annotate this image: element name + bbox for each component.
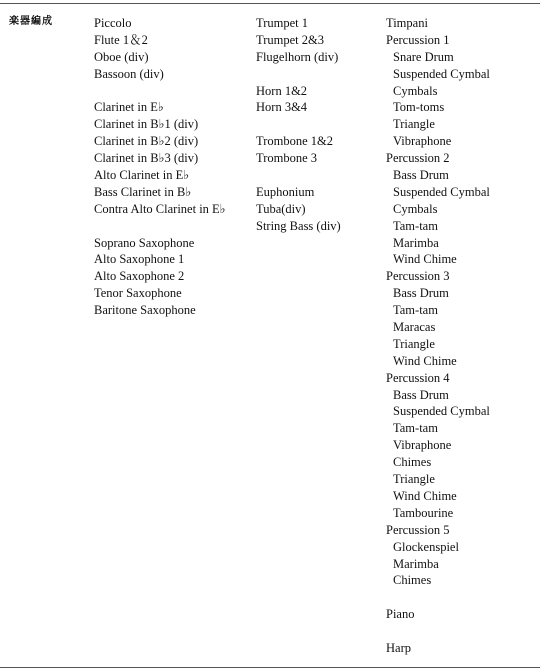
- group-spacer: [256, 66, 341, 83]
- instrument-item: Percussion 2: [386, 151, 450, 166]
- woodwind-column: [94, 15, 226, 319]
- instrument-subitem: Triangle: [393, 336, 435, 351]
- instrument-item: Timpani: [386, 16, 428, 30]
- instrument-item: Piano: [386, 607, 415, 622]
- instrument-subitem: Suspended Cymbal: [393, 66, 490, 81]
- instrument-subitem: Wind Chime: [393, 252, 457, 267]
- instrument-item: Harp: [386, 640, 411, 655]
- instrument-item: Horn 3&4: [256, 100, 308, 115]
- instrument-item: Bassoon (div): [94, 66, 164, 81]
- group-spacer: [94, 83, 226, 100]
- instrument-subitem: Chimes: [393, 455, 432, 470]
- group-spacer: [386, 589, 490, 606]
- instrument-item: Clarinet in B♭3 (div): [94, 151, 199, 166]
- instrument-subitem: Chimes: [393, 573, 432, 588]
- instrument-item: Clarinet in B♭1 (div): [94, 117, 199, 132]
- instrument-item: Percussion 5: [386, 522, 450, 537]
- instrument-subitem: Tam-tam: [393, 218, 438, 233]
- instrument-item: Tuba(div): [256, 201, 306, 216]
- instrument-item: Baritone Saxophone: [94, 303, 196, 318]
- instrument-subitem: Bass Drum: [393, 168, 449, 183]
- instrument-item: Percussion 3: [386, 269, 450, 284]
- instrument-item: Trombone 3: [256, 151, 318, 166]
- instrument-subitem: Triangle: [393, 117, 435, 132]
- instrument-subitem: Cymbals: [393, 201, 438, 216]
- instrument-item: Euphonium: [256, 184, 315, 199]
- instrument-subitem: Maracas: [393, 320, 436, 335]
- instrument-item: Clarinet in E♭: [94, 100, 164, 115]
- instrument-subitem: Marimba: [393, 235, 439, 250]
- instrument-item: Trumpet 2&3: [256, 32, 324, 47]
- top-rule: [0, 3, 540, 4]
- instrument-item: Horn 1&2: [256, 83, 308, 98]
- instrument-item: Alto Clarinet in E♭: [94, 168, 190, 183]
- group-spacer: [256, 167, 341, 184]
- instrument-subitem: Bass Drum: [393, 286, 449, 301]
- instrument-item: Contra Alto Clarinet in E♭: [94, 201, 226, 216]
- group-spacer: [386, 623, 490, 640]
- instrument-item: Tenor Saxophone: [94, 286, 182, 301]
- instrument-item: Alto Saxophone 2: [94, 269, 185, 284]
- instrument-subitem: Snare Drum: [393, 49, 454, 64]
- instrument-subitem: Tam-tam: [393, 303, 438, 318]
- instrument-item: Alto Saxophone 1: [94, 252, 185, 267]
- instrument-subitem: Tom-toms: [393, 100, 445, 115]
- instrument-subitem: Tambourine: [393, 505, 454, 520]
- instrument-item: Bass Clarinet in B♭: [94, 184, 192, 199]
- group-spacer: [256, 116, 341, 133]
- instrument-subitem: Bass Drum: [393, 387, 449, 402]
- instrument-item: Percussion 4: [386, 370, 450, 385]
- instrument-subitem: Glockenspiel: [393, 539, 459, 554]
- instrument-subitem: Suspended Cymbal: [393, 184, 490, 199]
- instrument-subitem: Vibraphone: [393, 438, 452, 453]
- instrument-item: Soprano Saxophone: [94, 235, 195, 250]
- bottom-rule: [0, 667, 540, 668]
- instrument-item: Flute 1＆2: [94, 32, 148, 47]
- instrument-subitem: Tam-tam: [393, 421, 438, 436]
- instrument-item: Trumpet 1: [256, 16, 308, 30]
- instrument-item: Piccolo: [94, 16, 132, 30]
- instrument-item: Oboe (div): [94, 49, 149, 64]
- instrument-item: Flugelhorn (div): [256, 49, 339, 64]
- instrument-item: Clarinet in B♭2 (div): [94, 134, 199, 149]
- instrument-subitem: Wind Chime: [393, 488, 457, 503]
- percussion-column: [386, 15, 490, 657]
- instrument-subitem: Vibraphone: [393, 134, 452, 149]
- instrument-item: String Bass (div): [256, 218, 341, 233]
- section-label: 楽器編成: [9, 16, 53, 27]
- brass-column: [256, 15, 341, 235]
- instrument-subitem: Cymbals: [393, 83, 438, 98]
- instrument-item: Percussion 1: [386, 32, 450, 47]
- group-spacer: [94, 218, 226, 235]
- instrument-item: Trombone 1&2: [256, 134, 333, 149]
- instrument-subitem: Marimba: [393, 556, 439, 571]
- instrument-subitem: Wind Chime: [393, 353, 457, 368]
- instrument-subitem: Suspended Cymbal: [393, 404, 490, 419]
- instrument-subitem: Triangle: [393, 472, 435, 487]
